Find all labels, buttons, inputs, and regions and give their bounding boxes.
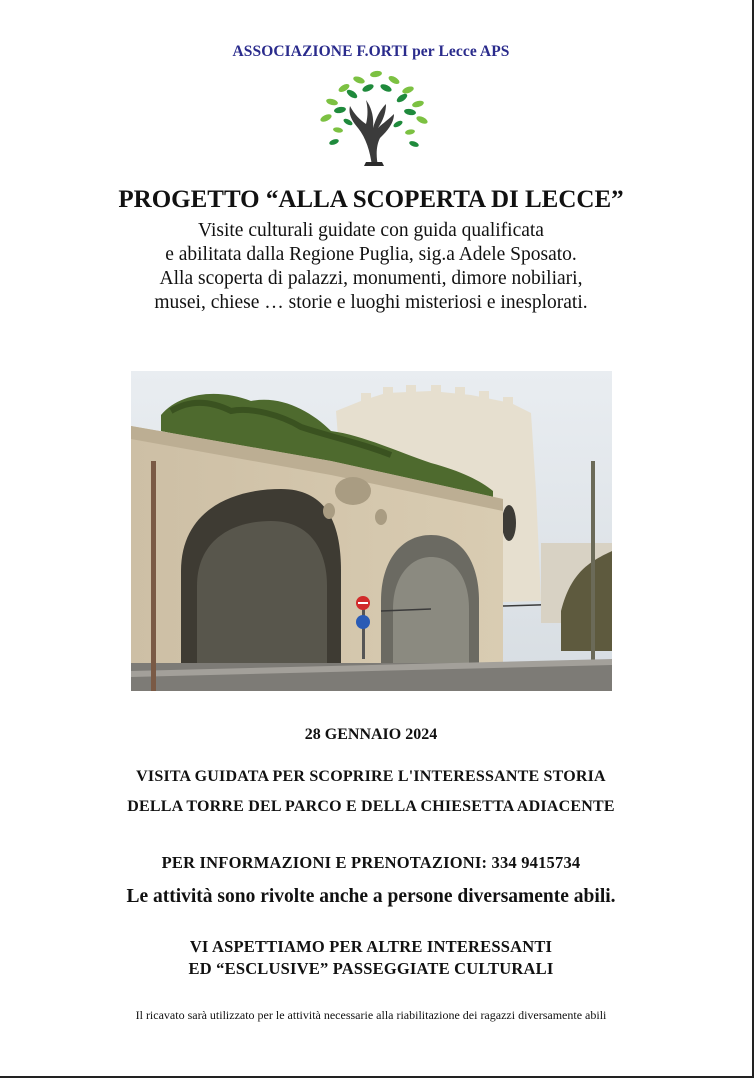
intro-line: Alla scoperta di palazzi, monumenti, dimore nobiliari, (159, 268, 583, 289)
torre-del-parco-photo (131, 371, 612, 691)
booking-info: PER INFORMAZIONI E PRENOTAZIONI: 334 9415734 (161, 853, 581, 872)
footer-note: Il ricavato sarà utilizzato per le attività necessarie alla riabilitazione dei ragazzi diversamente abili (135, 1008, 607, 1022)
intro-paragraph (0, 219, 742, 315)
visit-description (0, 762, 742, 822)
project-title: PROGETTO “ALLA SCOPERTA DI LECCE” (118, 186, 624, 213)
visit-line: VISITA GUIDATA PER SCOPRIRE L'INTERESSANTE STORIA (136, 768, 606, 785)
visit-line: DELLA TORRE DEL PARCO E DELLA CHIESETTA ADIACENTE (127, 798, 615, 815)
intro-line: musei, chiese … storie e luoghi misteriosi e inesplorati. (154, 292, 588, 313)
accessibility-note: Le attività sono rivolte anche a persone diversamente abili. (126, 886, 616, 907)
invite-line: ED “ESCLUSIVE” PASSEGGIATE CULTURALI (188, 959, 554, 978)
tree-with-hands-icon (314, 66, 434, 168)
association-name: ASSOCIAZIONE F.ORTI per Lecce APS (232, 43, 510, 60)
intro-line: e abilitata dalla Regione Puglia, sig.a Adele Sposato. (165, 244, 577, 265)
invite-line: VI ASPETTIAMO PER ALTRE INTERESSANTI (189, 937, 553, 956)
invite-message (0, 936, 742, 980)
event-date: 28 GENNAIO 2024 (304, 726, 438, 743)
intro-line: Visite culturali guidate con guida qualificata (198, 220, 544, 241)
